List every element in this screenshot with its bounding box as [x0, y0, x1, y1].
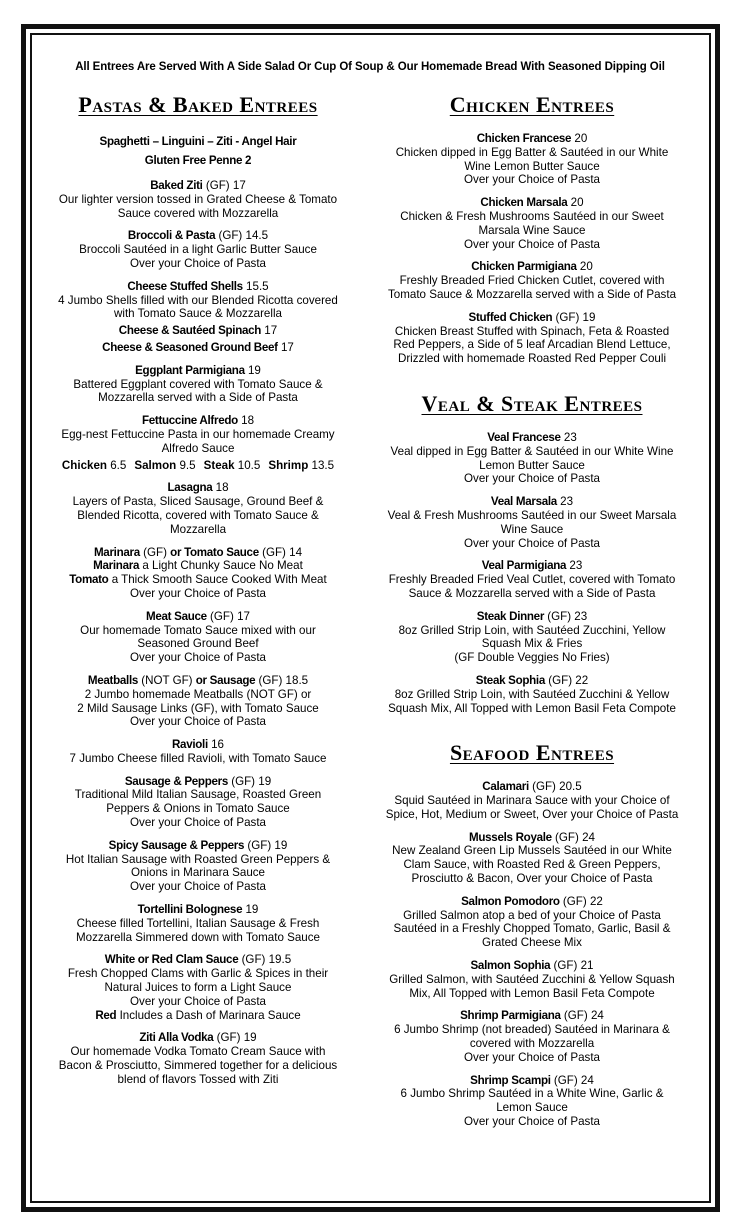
item-desc: Grilled Salmon atop a bed of your Choice of Pasta	[403, 908, 661, 922]
item-desc: 4 Jumbo Shells filled with our Blended Ricotta covered	[58, 293, 338, 307]
item-desc: Over your Choice of Pasta	[464, 173, 600, 187]
menu-item	[42, 414, 354, 455]
menu-item	[372, 959, 692, 1000]
menu-item	[372, 311, 692, 366]
pastas-items-b	[42, 610, 354, 665]
veal-steak-items	[372, 431, 692, 715]
addon-steak	[204, 459, 261, 472]
item-name: Lasagna	[167, 481, 213, 495]
item-subname: Red	[95, 1008, 117, 1022]
menu-item	[372, 132, 692, 187]
item-name: Cheese & Sautéed Spinach	[118, 324, 262, 338]
item-desc: Our homemade Vodka Tomato Cream Sauce with	[70, 1045, 326, 1059]
item-desc: Lemon Sauce	[496, 1101, 568, 1115]
item-desc: Veal & Fresh Mushrooms Sautéed in our Sweet Marsala	[387, 508, 677, 522]
pastas-items-a	[42, 179, 354, 456]
item-name: Sausage & Peppers	[124, 774, 228, 788]
item-desc: Red Peppers, a Side of 5 leaf Arcadian Blend Lettuce,	[393, 338, 671, 352]
item-name: Ziti Alla Vodka	[139, 1031, 214, 1045]
addon-name: Steak	[203, 458, 235, 472]
item-desc: Grilled Salmon, with Sautéed Zucchini & Yellow Squash	[389, 972, 675, 986]
menu-item	[372, 674, 692, 715]
item-desc: Marsala Wine Sauce	[478, 223, 586, 237]
item-desc: Over your Choice of Pasta	[464, 237, 600, 251]
lasagna-item	[42, 481, 354, 536]
item-price: 16	[207, 738, 225, 752]
item-desc: Mozzarella Simmered down with Tomato Sauce	[75, 930, 320, 944]
menu-item	[42, 364, 354, 405]
addon-name: Salmon	[134, 458, 177, 472]
item-desc: a Light Chunky Sauce No Meat	[139, 559, 303, 573]
item-price: 15.5	[242, 279, 269, 293]
item-name: Cheese Stuffed Shells	[127, 279, 243, 293]
item-desc: 6 Jumbo Shrimp Sautéed in a White Wine, Garlic &	[400, 1087, 664, 1101]
item-desc: Alfredo Sauce	[161, 441, 235, 455]
item-price: (GF) 19	[552, 310, 596, 324]
section-heading-seafood: Seafood Entrees	[449, 740, 615, 766]
item-price: (GF) 17	[206, 609, 250, 623]
item-name: or Tomato Sauce	[170, 545, 259, 559]
item-name: Eggplant Parmigiana	[135, 363, 245, 377]
item-price: (GF) 24	[560, 1009, 604, 1023]
item-desc: Grated Cheese Mix	[482, 936, 582, 950]
menu-item	[42, 1031, 354, 1086]
menu-item	[42, 179, 354, 220]
item-desc: 2 Mild Sausage Links (GF), with Tomato Sauce	[77, 701, 319, 715]
item-desc: Cheese filled Tortellini, Italian Sausage & Fresh	[76, 916, 320, 930]
item-name: Chicken Marsala	[480, 196, 568, 210]
section-gap	[372, 724, 692, 736]
item-subname: Tomato	[69, 573, 109, 587]
item-tag: (NOT GF)	[138, 673, 196, 687]
addon-price: 6.5	[110, 458, 127, 472]
addon-price: 9.5	[179, 458, 196, 472]
item-name: Marinara	[93, 545, 140, 559]
addon-name: Chicken	[61, 458, 107, 472]
pastas-column	[42, 88, 354, 1096]
item-price: (GF) 19.5	[238, 953, 292, 967]
item-desc: Bacon & Prosciutto, Simmered together for a delicious	[58, 1059, 338, 1073]
section-gap	[372, 375, 692, 387]
menu-banner: All Entrees Are Served With A Side Salad Or Cup Of Soup & Our Homemade Bread With Seasoned Dipping Oil	[75, 61, 665, 73]
pastas-items-d	[42, 1031, 354, 1086]
item-desc: 2 Jumbo homemade Meatballs (NOT GF) or	[84, 687, 312, 701]
item-price: 23	[566, 559, 583, 573]
item-price: 20	[567, 196, 584, 210]
item-name: Mussels Royale	[469, 830, 552, 844]
menu-item	[372, 1009, 692, 1064]
item-desc: Chicken & Fresh Mushrooms Sautéed in our Sweet	[400, 209, 664, 223]
item-price: (GF) 14	[258, 545, 303, 559]
item-desc: Over your Choice of Pasta	[464, 1050, 600, 1064]
item-desc: Over your Choice of Pasta	[464, 1115, 600, 1129]
item-desc: Lemon Butter Sauce	[479, 458, 585, 472]
gluten-free-line: Gluten Free Penne 2	[144, 154, 252, 167]
seafood-items	[372, 780, 692, 1129]
item-name: Tortellini Bolognese	[137, 903, 243, 917]
item-desc: Natural Juices to form a Light Sauce	[104, 981, 292, 995]
item-desc: Fresh Chopped Clams with Garlic & Spices in their	[67, 967, 329, 981]
addon-chicken	[62, 459, 126, 472]
section-heading-veal-steak: Veal & Steak Entrees	[421, 390, 643, 416]
item-name: Salmon Pomodoro	[461, 894, 560, 908]
menu-item	[372, 495, 692, 550]
item-price: 20	[571, 132, 588, 145]
item-desc: Chicken dipped in Egg Batter & Sautéed in our White	[395, 145, 669, 159]
menu-item	[42, 610, 354, 665]
item-name: Salmon Sophia	[470, 959, 551, 973]
pasta-types-line: Spaghetti – Linguini – Ziti - Angel Hair	[99, 135, 297, 148]
item-price: (GF) 21	[550, 959, 594, 973]
item-name: Broccoli & Pasta	[127, 229, 216, 243]
item-name: Shrimp Scampi	[470, 1073, 551, 1087]
item-desc: Clam Sauce, with Roasted Red & Green Peppers,	[403, 858, 661, 872]
item-name: Stuffed Chicken	[468, 310, 553, 324]
item-desc: Broccoli Sautéed in a light Garlic Butter Sauce	[79, 243, 317, 257]
item-desc: Our homemade Tomato Sauce mixed with our	[80, 623, 316, 637]
item-desc: Over your Choice of Pasta	[464, 536, 600, 550]
menu-item	[372, 1074, 692, 1129]
addon-shrimp	[268, 459, 334, 472]
item-name: Steak Sophia	[475, 673, 546, 687]
item-subname: Marinara	[93, 559, 140, 573]
item-name: Veal Parmigiana	[481, 559, 567, 573]
item-desc: Over your Choice of Pasta	[464, 472, 600, 486]
menu-item	[42, 229, 354, 270]
menu-item-marinara	[42, 546, 354, 601]
item-name: Steak Dinner	[476, 609, 545, 623]
item-price: (GF) 24	[551, 830, 595, 844]
menu-item	[372, 260, 692, 301]
item-desc: Over your Choice of Pasta	[130, 880, 266, 894]
item-desc: Veal dipped in Egg Batter & Sautéed in our White Wine	[390, 444, 674, 458]
item-price: (GF) 23	[544, 609, 588, 623]
item-price: 17	[277, 340, 294, 354]
item-price: (GF) 18.5	[255, 673, 309, 687]
item-name: Chicken Francese	[476, 132, 572, 145]
menu-item	[42, 481, 354, 536]
item-desc: Squash Mix & Fries	[481, 637, 583, 651]
item-desc: Sauce covered with Mozzarella	[117, 206, 279, 220]
item-desc: with Tomato Sauce & Mozzarella	[114, 307, 282, 321]
item-desc: 8oz Grilled Strip Loin, with Sautéed Zucchini, Yellow	[398, 623, 666, 637]
item-desc: 8oz Grilled Strip Loin, with Sautéed Zucchini & Yellow	[394, 687, 670, 701]
section-heading-chicken: Chicken Entrees	[449, 92, 615, 117]
item-desc: 6 Jumbo Shrimp (not breaded) Sautéed in Marinara &	[394, 1023, 670, 1037]
item-desc: Over your Choice of Pasta	[130, 651, 266, 665]
item-desc: Blended Ricotta, covered with Tomato Sauce &	[77, 508, 319, 522]
menu-item	[372, 895, 692, 950]
item-desc: Chicken Breast Stuffed with Spinach, Feta & Roasted	[394, 324, 670, 338]
menu-item	[42, 903, 354, 944]
menu-item	[372, 610, 692, 665]
item-desc: Hot Italian Sausage with Roasted Green Peppers &	[65, 852, 331, 866]
item-price: 23	[556, 495, 574, 509]
item-desc: Onions in Marinara Sauce	[130, 866, 266, 880]
menu-item	[42, 839, 354, 894]
item-price: 19	[244, 363, 261, 377]
item-desc: Drizzled with homemade Roasted Red Pepper Couli	[397, 352, 667, 366]
item-desc: Battered Eggplant covered with Tomato Sauce &	[73, 377, 323, 391]
item-name: Chicken Parmigiana	[471, 260, 577, 274]
item-name: Baked Ziti	[150, 179, 203, 192]
item-price: (GF) 22	[559, 894, 603, 908]
item-desc: Tomato Sauce & Mozzarella served with a Side of Pasta	[387, 287, 677, 301]
item-desc: Squash Mix, All Topped with Lemon Basil Feta Compote	[388, 701, 676, 715]
item-name: Shrimp Parmigiana	[460, 1009, 561, 1023]
addon-price: 10.5	[237, 458, 261, 472]
item-desc: Over your Choice of Pasta	[130, 715, 266, 729]
item-desc: Wine Sauce	[500, 522, 564, 536]
item-desc: Prosciutto & Bacon, Over your Choice of Pasta	[411, 872, 653, 886]
item-desc: 7 Jumbo Cheese filled Ravioli, with Tomato Sauce	[69, 751, 327, 765]
item-name: Meat Sauce	[146, 609, 207, 623]
item-desc: Seasoned Ground Beef	[137, 637, 259, 651]
item-desc: Sautéed in a Freshly Chopped Tomato, Garlic, Basil &	[393, 922, 671, 936]
item-desc: Squid Sautéed in Marinara Sauce with your Choice of	[394, 794, 670, 808]
item-price: (GF) 14.5	[215, 229, 269, 243]
item-price: (GF) 22	[545, 673, 589, 687]
item-desc: Over your Choice of Pasta	[130, 994, 266, 1008]
item-desc: Over your Choice of Pasta	[130, 256, 266, 270]
item-desc: New Zealand Green Lip Mussels Sautéed in our White	[392, 844, 672, 858]
item-name: Calamari	[482, 780, 529, 794]
item-desc: Peppers & Onions in Tomato Sauce	[106, 802, 290, 816]
menu-item	[42, 775, 354, 830]
item-price: 19	[242, 903, 259, 917]
section-heading-pastas: Pastas & Baked Entrees	[78, 92, 318, 117]
menu-item	[372, 831, 692, 886]
menu-item	[42, 280, 354, 321]
entrees-column	[372, 88, 692, 1138]
item-name: Meatballs	[87, 673, 139, 687]
addon-row	[42, 459, 354, 473]
item-tag: (GF)	[139, 545, 171, 559]
item-name: or Sausage	[195, 673, 256, 687]
item-desc: Layers of Pasta, Sliced Sausage, Ground Beef &	[72, 495, 324, 509]
item-desc: Traditional Mild Italian Sausage, Roasted Green	[74, 788, 322, 802]
menu-item	[372, 431, 692, 486]
addon-price: 13.5	[311, 458, 335, 472]
menu-item	[372, 559, 692, 600]
item-desc: Freshly Breaded Fried Chicken Cutlet, covered with	[399, 274, 665, 288]
pastas-items-c	[42, 738, 354, 944]
item-price: (GF) 17	[202, 179, 246, 192]
item-desc: Mix, All Topped with Lemon Basil Feta Compote	[409, 986, 655, 1000]
item-desc: Over your Choice of Pasta	[130, 816, 266, 830]
item-desc: blend of flavors Tossed with Ziti	[117, 1072, 279, 1086]
addon-salmon	[134, 459, 195, 472]
menu-item	[372, 196, 692, 251]
pasta-types	[42, 132, 354, 170]
item-desc: Includes a Dash of Marinara Sauce	[116, 1008, 301, 1022]
menu-item-clam-sauce	[42, 953, 354, 1022]
item-price: 20	[576, 260, 593, 274]
item-price: 18	[237, 414, 255, 428]
item-desc: Wine Lemon Butter Sauce	[464, 159, 600, 173]
menu-item	[42, 738, 354, 766]
item-desc: Spice, Hot, Medium or Sweet, Over your Choice of Pasta	[385, 807, 679, 821]
item-name: Cheese & Seasoned Ground Beef	[102, 340, 278, 354]
item-desc: a Thick Smooth Sauce Cooked With Meat	[108, 573, 327, 587]
item-name: White or Red Clam Sauce	[104, 953, 239, 967]
item-desc: Mozzarella served with a Side of Pasta	[98, 391, 298, 405]
item-name: Veal Francese	[487, 430, 561, 444]
menu-item	[372, 780, 692, 821]
menu-item	[42, 324, 354, 338]
item-price: (GF) 24	[550, 1073, 594, 1087]
item-desc: Over your Choice of Pasta	[130, 586, 266, 600]
chicken-items	[372, 132, 692, 366]
menu-item-meatballs	[42, 674, 354, 729]
addon-name: Shrimp	[268, 458, 309, 472]
item-price: 23	[560, 430, 577, 444]
item-desc: (GF Double Veggies No Fries)	[454, 651, 610, 665]
item-name: Spicy Sausage & Peppers	[108, 838, 245, 852]
item-price: 18	[212, 481, 229, 495]
item-price: 17	[261, 324, 278, 338]
item-desc: Freshly Breaded Fried Veal Cutlet, covered with Tomato	[388, 573, 676, 587]
item-desc: Egg-nest Fettuccine Pasta in our homemade Creamy	[61, 427, 335, 441]
item-desc: Sauce & Mozzarella served with a Side of Pasta	[408, 586, 656, 600]
item-price: (GF) 19	[227, 774, 272, 788]
item-price: (GF) 19	[244, 838, 288, 852]
item-name: Ravioli	[171, 738, 208, 752]
item-price: (GF) 19	[213, 1031, 257, 1045]
item-price: (GF) 20.5	[528, 780, 582, 794]
item-name: Fettuccine Alfredo	[141, 414, 238, 428]
item-desc: Our lighter version tossed in Grated Cheese & Tomato	[58, 192, 338, 206]
item-desc: covered with Mozzarella	[469, 1037, 595, 1051]
menu-item	[42, 341, 354, 355]
item-name: Veal Marsala	[490, 495, 557, 509]
item-desc: Mozzarella	[169, 522, 227, 536]
